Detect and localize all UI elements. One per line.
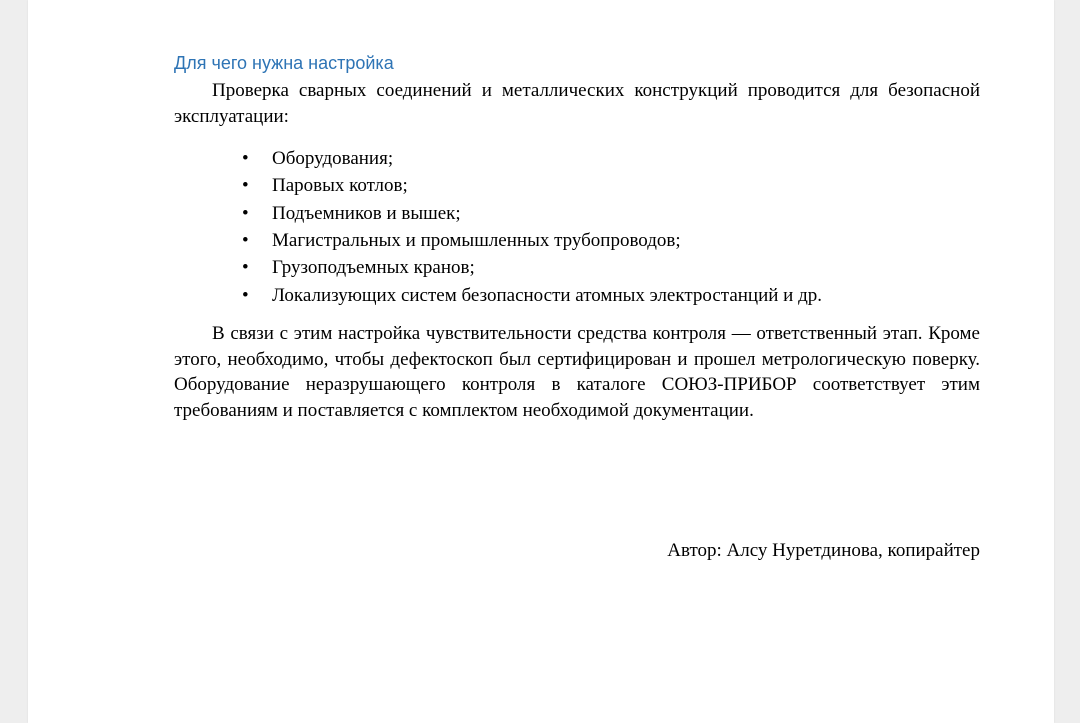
list-item (174, 227, 980, 254)
bullet-icon: • (242, 257, 249, 279)
list-item-text: Оборудования; (272, 148, 394, 170)
author-signature: Автор: Алсу Нуретдинова, копирайтер (667, 540, 980, 561)
list-item (174, 254, 980, 281)
bullet-icon: • (242, 284, 249, 306)
bullet-icon: • (242, 202, 249, 224)
section-heading: Для чего нужна настройка (174, 53, 394, 73)
list-item-text: Грузоподъемных кранов; (272, 257, 475, 279)
list-item-text: Подъемников и вышек; (272, 202, 461, 224)
intro-paragraph: Проверка сварных соединений и металлических конструкций проводится для безопасной эксплуатации: (174, 80, 980, 127)
body-paragraph: В связи с этим настройка чувствительности средства контроля — ответственный этап. Кроме этого, необходимо, чтобы дефектоскоп был сертифицирован и прошел метрологическую поверку. Оборудование неразрушающего контроля в каталоге СОЮЗ-ПРИБОР соответствует этим требованиям и поставляется с комплектом необходимой документации. (174, 322, 980, 421)
list-item-text: Магистральных и промышленных трубопроводов; (272, 230, 681, 252)
list-item (174, 282, 980, 309)
list-item-text: Локализующих систем безопасности атомных электростанций и др. (272, 284, 823, 306)
bullet-icon: • (242, 148, 249, 170)
list-item (174, 172, 980, 199)
page-content (174, 50, 980, 561)
list-item-text: Паровых котлов; (272, 175, 408, 197)
list-item (174, 200, 980, 227)
bullet-icon: • (242, 175, 249, 197)
bullet-list (174, 145, 980, 309)
list-item (174, 145, 980, 172)
bullet-icon: • (242, 230, 249, 252)
document-page (28, 0, 1054, 723)
